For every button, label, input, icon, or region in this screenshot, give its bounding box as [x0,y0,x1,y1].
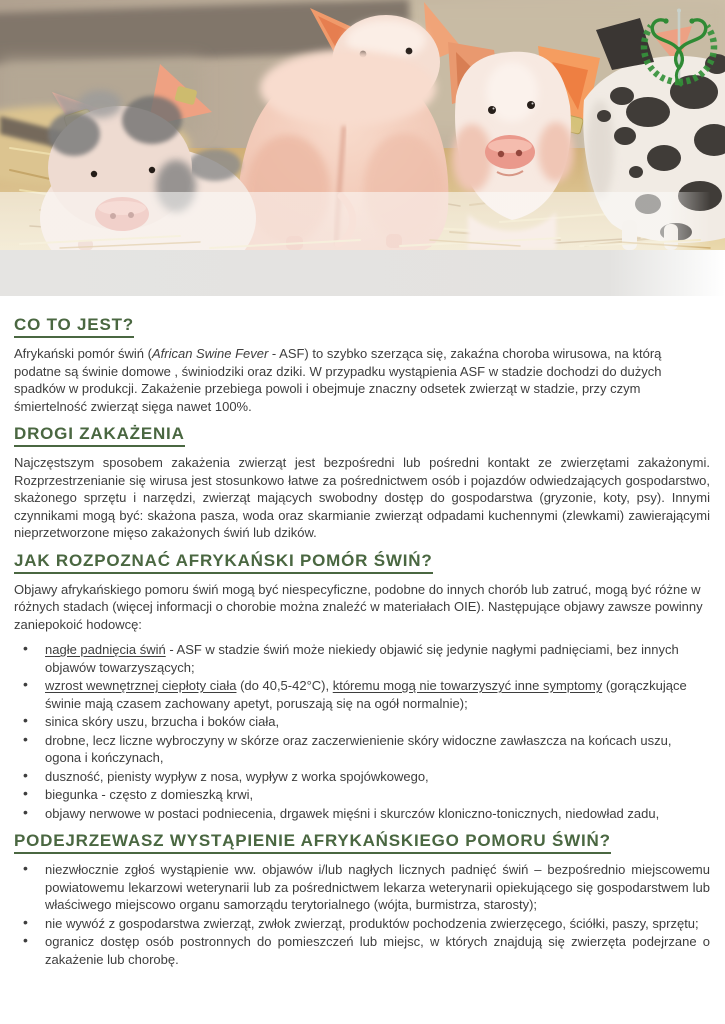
symptom-text: (do 40,5-42°C), [236,678,333,693]
intro-text-before: Afrykański pomór świń ( [14,346,152,361]
symptom-text: - ASF w stadzie świń może niekiedy objawić się jedynie nagłymi padnięciami, bez innych objawów towarzyszących; [45,642,679,675]
heading-text: DROGI ZAKAŻENIA [14,424,185,447]
symptom-text: (gorączkujące świnie mają czasem zachowany apetyt, poruszają się na ogół normalnie); [45,678,687,711]
list-item [14,641,710,676]
actions-list [14,861,710,968]
symptom-underlined: nagłe padnięcia świń [45,642,166,657]
list-item: • duszność, pienisty wypływ z nosa, wypływ z worka spojówkowego, [14,768,710,786]
list-item: • biegunka - często z domieszką krwi, [14,786,710,804]
recognize-intro-paragraph: Objawy afrykańskiego pomoru świń mogą być niespecyficzne, podobne do innych chorób lub zatruć, mogą być różne w różnych stadach (więcej informacji o chorobie można znaleźć w materiałach OIE). Następujące objawy zawsze powinny zaniepokoić hodowcę: [14,581,703,632]
heading-text: PODEJRZEWASZ WYSTĄPIENIE AFRYKAŃSKIEGO POMORU ŚWIŃ? [14,831,611,854]
section-heading-what [14,315,710,338]
section-heading-recognize [14,551,710,574]
section-heading-suspect [14,831,710,854]
routes-paragraph: Najczęstszym sposobem zakażenia zwierząt jest bezpośredni lub pośredni kontakt ze zwierzętami zakażonymi. Rozprzestrzenianie się wirusa jest stosunkowo łatwe za pośrednictwem osób i pojazdów odwiedzających gospodarstwo, skażonego sprzętu i narzędzi, zwierząt mających swobodny dostęp do gospodarstwa (gryzonie, koty, psy). Innymi czynnikami mogą być: skażona pasza, woda oraz skarmianie zwierząt odpadami kuchennymi (zlewkami) zawierającymi nieprzetworzone mięso zakażonych świń lub dzików. [14,455,710,540]
heading-text: JAK ROZPOZNAĆ AFRYKAŃSKI POMÓR ŚWIŃ? [14,551,433,574]
list-item: • sinica skóry uszu, brzucha i boków ciała, [14,713,710,731]
list-item: • drobne, lecz liczne wybroczyny w skórze oraz zaczerwienienie skóry widoczne zawłaszcza na końcach uszu, ogona i kończynach, [14,732,710,767]
hero-photo [0,0,725,250]
veterinary-emblem-icon [637,5,721,93]
list-item [14,677,710,712]
heading-text: CO TO JEST? [14,315,134,338]
list-item: • objawy nerwowe w postaci podniecenia, drgawek mięśni i skurczów kloniczno-tonicznych, niedowład zadu, [14,805,710,823]
list-item: • niezwłocznie zgłoś wystąpienie ww. objawów i/lub nagłych licznych padnięć świń – bezpośrednio miejscowemu powiatowemu lekarzowi weterynarii lub za pośrednictwem lekarza weterynarii opiekującego się gospodarstwem lub właściwego miejscowo organu samorządu terytorialnego (wójta, burmistrza, starosty); [14,861,710,914]
symptom-underlined: wzrost wewnętrznej ciepłoty ciała [45,678,237,693]
document-body [0,296,725,968]
symptoms-list [14,641,710,822]
list-item: • ogranicz dostęp osób postronnych do pomieszczeń lub miejsc, w których znajdują się zwierzęta podejrzane o zakażenie lub chorobę. [14,933,710,968]
divider-band [0,250,725,296]
intro-text-italic: African Swine Fever [151,346,269,361]
intro-paragraph [14,345,710,415]
list-item: • nie wywóź z gospodarstwa zwierząt, zwłok zwierząt, produktów pochodzenia zwierzęcego, ściółki, paszy, sprzętu; [14,915,710,933]
intro-text-after: - ASF) to szybko szerząca się, zakaźna choroba wirusowa, na którą podatne są świnie domowe , świniodziki oraz dziki. W przypadku wystąpienia ASF w stadzie dochodzi do dużych spadków w produkcji. Zakażenie przebiega powoli i obejmuje znaczny odsetek zwierząt w stadzie, przy czym śmiertelność zwierząt sięga nawet 100%. [14,346,662,414]
photo-fade-overlay [0,192,725,250]
symptom-underlined: któremu mogą nie towarzyszyć inne symptomy [332,678,603,693]
section-heading-routes [14,424,710,447]
